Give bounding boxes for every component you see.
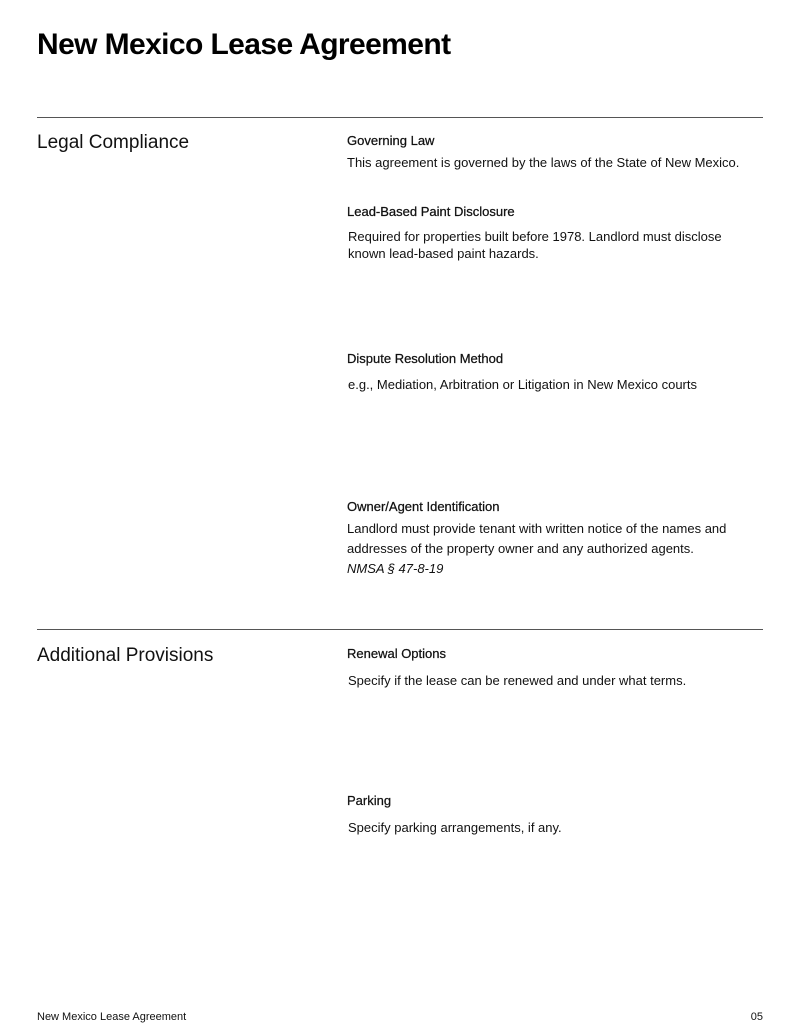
field-label: Lead-Based Paint Disclosure [347, 204, 515, 219]
section-divider [37, 629, 763, 630]
field-parking [347, 793, 757, 836]
field-label: Dispute Resolution Method [347, 351, 504, 366]
section-heading-additional-provisions: Additional Provisions [37, 645, 214, 666]
field-label: Owner/Agent Identification [347, 499, 500, 514]
field-input-text[interactable]: Specify if the lease can be renewed and under what terms. [348, 673, 687, 688]
field-dispute-resolution-method [347, 351, 757, 393]
field-lead-based-paint-disclosure [347, 204, 757, 262]
footer-title: New Mexico Lease Agreement [37, 1011, 187, 1023]
page-title: New Mexico Lease Agreement [37, 28, 451, 61]
field-input-text[interactable]: e.g., Mediation, Arbitration or Litigation in New Mexico courts [348, 377, 698, 392]
field-label: Renewal Options [347, 646, 446, 661]
page-number: 05 [750, 1011, 763, 1023]
field-owner-agent-identification [347, 499, 757, 579]
field-input-text[interactable]: Required for properties built before 1978. Landlord must disclose known lead-based paint hazards. [348, 229, 722, 261]
field-input-text[interactable]: Specify parking arrangements, if any. [348, 820, 562, 835]
field-governing-law [347, 133, 757, 173]
legal-citation: NMSA § 47-8-19 [347, 561, 444, 576]
field-value: This agreement is governed by the laws of the State of New Mexico. [347, 155, 740, 170]
field-value-text: Landlord must provide tenant with written notice of the names and addresses of the property owner and any authorized agents. [347, 521, 727, 556]
field-renewal-options [347, 646, 757, 689]
section-divider [37, 117, 763, 118]
field-label: Parking [347, 793, 392, 808]
field-value [347, 519, 757, 579]
section-heading-legal-compliance: Legal Compliance [37, 132, 190, 153]
field-label: Governing Law [347, 133, 435, 148]
